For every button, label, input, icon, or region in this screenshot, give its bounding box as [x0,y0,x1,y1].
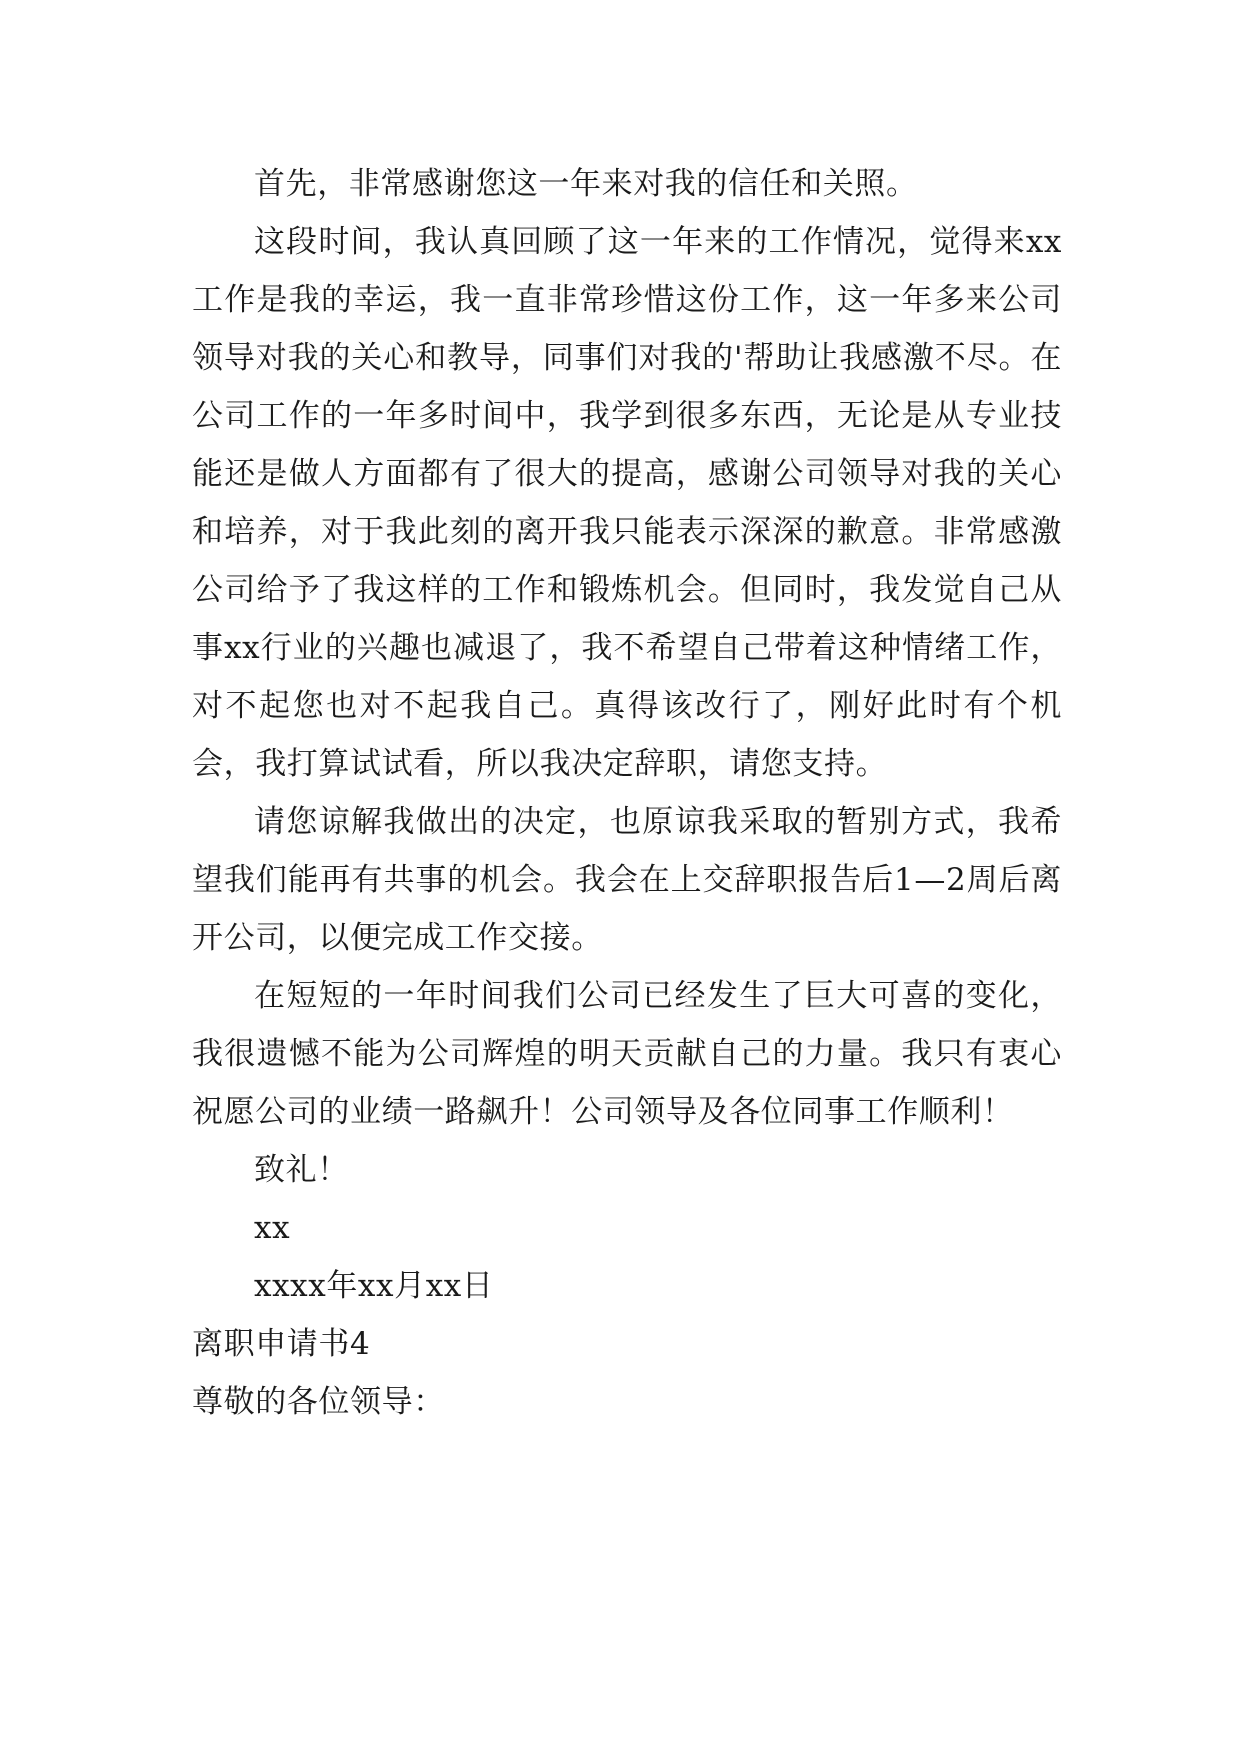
paragraph-request: 请您谅解我做出的决定，也原谅我采取的暂别方式，我希望我们能再有共事的机会。我会在上交辞职报告后1—2周后离开公司，以便完成工作交接。 [192,804,1062,956]
closing-salute: 致礼！ [254,1152,349,1188]
next-letter-salutation: 尊敬的各位领导： [192,1384,445,1420]
paragraph-thanks: 首先，非常感谢您这一年来对我的信任和关照。 [254,166,918,202]
letter-body [192,155,1062,1431]
next-letter-title: 离职申请书4 [192,1326,371,1362]
paragraph-reflection: 这段时间，我认真回顾了这一年来的工作情况，觉得来xx工作是我的幸运，我一直非常珍惜这份工作，这一年多来公司领导对我的关心和教导，同事们对我的'帮助让我感激不尽。在公司工作的一年多时间中，我学到很多东西，无论是从专业技能还是做人方面都有了很大的提高，感谢公司领导对我的关心和培养，对于我此刻的离开我只能表示深深的歉意。非常感激公司给予了我这样的工作和锻炼机会。但同时，我发觉自己从事xx行业的兴趣也减退了，我不希望自己带着这种情绪工作，对不起您也对不起我自己。真得该改行了，刚好此时有个机会，我打算试试看，所以我决定辞职，请您支持。 [192,224,1062,782]
date-line: xxxx年xx月xx日 [254,1268,494,1304]
signature: xx [254,1210,291,1246]
paragraph-wishes: 在短短的一年时间我们公司已经发生了巨大可喜的变化，我很遗憾不能为公司辉煌的明天贡献自己的力量。我只有衷心祝愿公司的业绩一路飙升！公司领导及各位同事工作顺利！ [192,978,1062,1130]
